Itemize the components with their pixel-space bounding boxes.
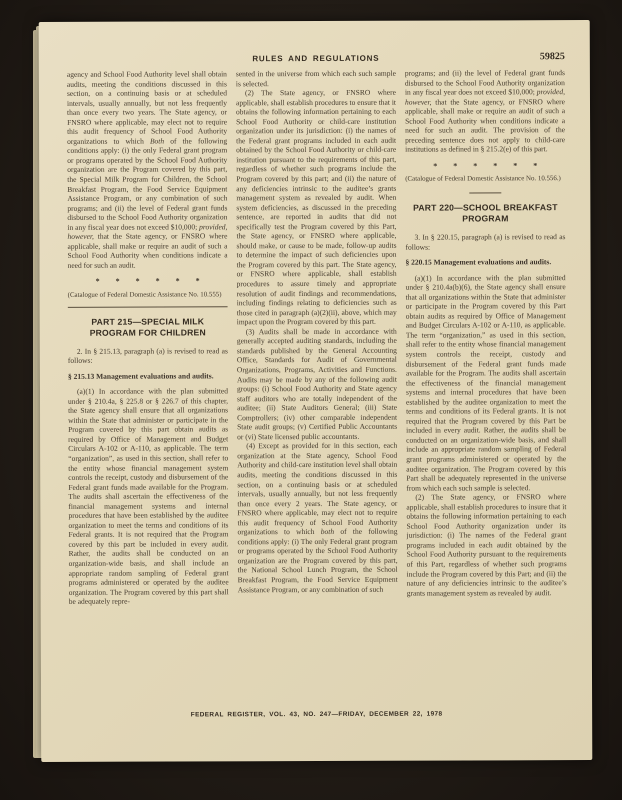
paragraph: (a)(1) In accordance with the plan submitted under § 210.4a(b)(6), the State agency shall ensure that all organizations within the State that administer or participate in the Program covered by this Part obtain audits as required by Office of Management and Budget Circulars A-102 or A-110, as applicable. The term “organization,” as used in this section, shall refer to the entity whose financial management system controls the receipt, custody and disbursement of the Federal grant funds made available for the Program. The audits shall ascertain the effectiveness of the financial management systems and internal procedures that have been established by the auditee organization to meet the terms and conditions of its Federal grants. It is not required that the Program covered by this Part be included in every audit. Rather, the audits shall be conducted on an organization-wide basis, and shall include an appropriate random sampling of Federal grant programs administered or operated by the auditee organization. The Program covered by this Part shall be adequately represented in the universe from which each such sample is selected. xyxy=(405,272,567,493)
paragraph: (4) Except as provided for in this section, each organization at the State agency, School Food Authority and child-care institution level shall obtain audits, meeting the conditions discussed in this section, on a continuing basis or at scheduled intervals, usually annually, but not less frequently than once every 2 years. The State agency, or FNSRO where applicable, may elect not to require this audit frequency of School Food Authority organizations to which both of the following conditions apply: (i) The only Federal grant program or programs operated by the School Food Authority organization are the Program covered by this part, the National School Lunch Program, the School Breakfast Program, the Food Service Equipment Assistance Program, or any combination of such xyxy=(237,441,398,594)
column-2 xyxy=(236,69,398,702)
paragraph: programs; and (ii) the level of Federal grant funds disbursed to the School Food Authority organization in any fiscal year does not exceed $10,000; provided, however, that the State agency, or FNSRO where applicable, shall make or require an audit of such a School Food Authority when conditions indicate a need for such an audit. The provision of the preceding sentence does not apply to child-care institutions as defined in § 215.2(e) of this part. xyxy=(404,68,566,155)
paragraph: (2) The State agency, or FNSRO where applicable, shall establish procedures to insure that it obtains the following information pertaining to each School Food Authority organization under its jurisdiction: (i) The names of the Federal grant programs included in each audit obtained by the School Food Authority pursuant to the requirements of this Part, regardless of whether such programs include the Program covered by this Part; and (ii) the nature of any deficiencies intrinsic to the auditee’s grants management system as revealed by audit. xyxy=(406,492,567,598)
text-columns xyxy=(67,68,567,702)
paragraph: (a)(1) In accordance with the plan submitted under § 210.4a, § 225.8 or § 226.7 of this chapter, the State agency shall ensure that all organizations within the State that administer or participate in the Program covered by this part obtain audits as required by Office of Management and Budget Circulars A-102 or A-110, as applicable. The term “organization”, as used in this section, shall refer to the entity whose financial management system controls the receipt, custody and disbursement of the Federal grant funds made available for the Program. The audits shall ascertain the effectiveness of the financial management systems and internal procedures that have been established by the auditee organization to meet the terms and conditions of its Federal grants. It is not required that the Program covered by this part be included in every audit. Rather, the audits shall be conducted on an organization-wide basis, and shall include an appropriate random sampling of Federal grant programs administered or operated by the auditee organization. The Program covered by this part shall be adequately repre- xyxy=(68,386,229,607)
stars-separator: * * * * * * xyxy=(95,276,200,287)
page-footer: FEDERAL REGISTER, VOL. 43, NO. 247—FRIDAY, DECEMBER 22, 1978 xyxy=(190,710,443,719)
rule-divider xyxy=(469,192,501,193)
column-1 xyxy=(67,69,229,702)
running-head-title: RULES AND REGULATIONS xyxy=(252,53,380,64)
paragraph: agency and School Food Authority level shall obtain audits, meeting the conditions discussed in this section, on a continuing basis or at scheduled intervals, usually annually, but not less frequently than once every two years. The State agency, or FNSRO where applicable, may elect not to require this audit frequency of School Food Authority organizations to which Both of the following conditions apply: (i) the only Federal grant program or programs operated by the School Food Authority organization are the Program covered by this part, the Special Milk Program for Children, the School Breakfast Program, the Food Service Equipment Assistance Program, or any combination of such programs; and (ii) the level of Federal grant funds disbursed to the School Food Authority organization in any fiscal year does not exceed $10,000; provided, however, that the State agency, or FNSRO where applicable, shall make or require an audit of such a School Food Authority when conditions indicate a need for such an audit. xyxy=(66,69,228,270)
page-number: 59825 xyxy=(539,51,565,63)
part-heading: PART 215—SPECIAL MILK PROGRAM FOR CHILDREN xyxy=(89,315,206,338)
section-heading: § 215.13 Management evaluations and audits. xyxy=(67,370,214,381)
catalogue-note: (Catalogue of Federal Domestic Assistance No. 10.556.) xyxy=(405,175,561,184)
section-heading: § 220.15 Management evaluations and audits. xyxy=(405,257,552,267)
document-page xyxy=(39,20,593,762)
paragraph: 3. In § 220.15, paragraph (a) is revised to read as follows: xyxy=(405,232,566,252)
catalogue-note: (Catalogue of Federal Domestic Assistance No. 10.555) xyxy=(67,291,222,299)
paragraph: 2. In § 215.13, paragraph (a) is revised to read as follows: xyxy=(67,345,228,365)
paragraph: (3) Audits shall be made in accordance with generally accepted auditing standards, including the standards published by the General Accounting Office, Standards for Audit of Governmental Organizations, Programs, Activities and Functions. Audits may be made by any of the following audit groups: (i) School Food Authority and State agency staff auditors who are totally independent of the auditee; (ii) State Auditors General; (iii) State Comptrollers; (iv) other comparable independent State audit groups; (v) Certified Public Accountants or (vi) State licensed public accountants. xyxy=(236,326,398,442)
paragraph: (2) The State agency, or FNSRO where applicable, shall establish procedures to ensure that it obtains the following information pertaining to each School Food Authority or child-care institution organization under its jurisdiction: (i) the names of the Federal grant programs included in each audit obtained by the School Food Authority or child-care institution pursuant to the requirements of this part, regardless of whether such programs include the Program covered by this part; and (ii) the nature of any deficiencies intrinsic to the auditee’s grants management system as revealed by audit. When system deficiencies, as discussed in the preceding sentence, are reported in audits that did not specifically test the Program covered by this Part, the State agency, or FNSRO where applicable, should make, or cause to be made, follow-up audits to determine the impact of such deficiencies upon the Program covered by this part. The State agency, or FNSRO where applicable, shall establish procedures to assure timely and appropriate resolution of audit findings and recommendations, including findings relating to deficiencies such as those cited in paragraph (a)(2)(ii), above, which may impact upon the Program covered by this part. xyxy=(235,87,397,327)
page-header xyxy=(67,53,565,67)
column-3 xyxy=(405,68,567,701)
rule-divider xyxy=(68,306,228,308)
stars-separator: * * * * * * xyxy=(433,161,538,171)
part-heading: PART 220—SCHOOL BREAKFAST PROGRAM xyxy=(413,202,558,224)
paragraph: sented in the universe from which each such sample is selected. xyxy=(235,68,396,88)
